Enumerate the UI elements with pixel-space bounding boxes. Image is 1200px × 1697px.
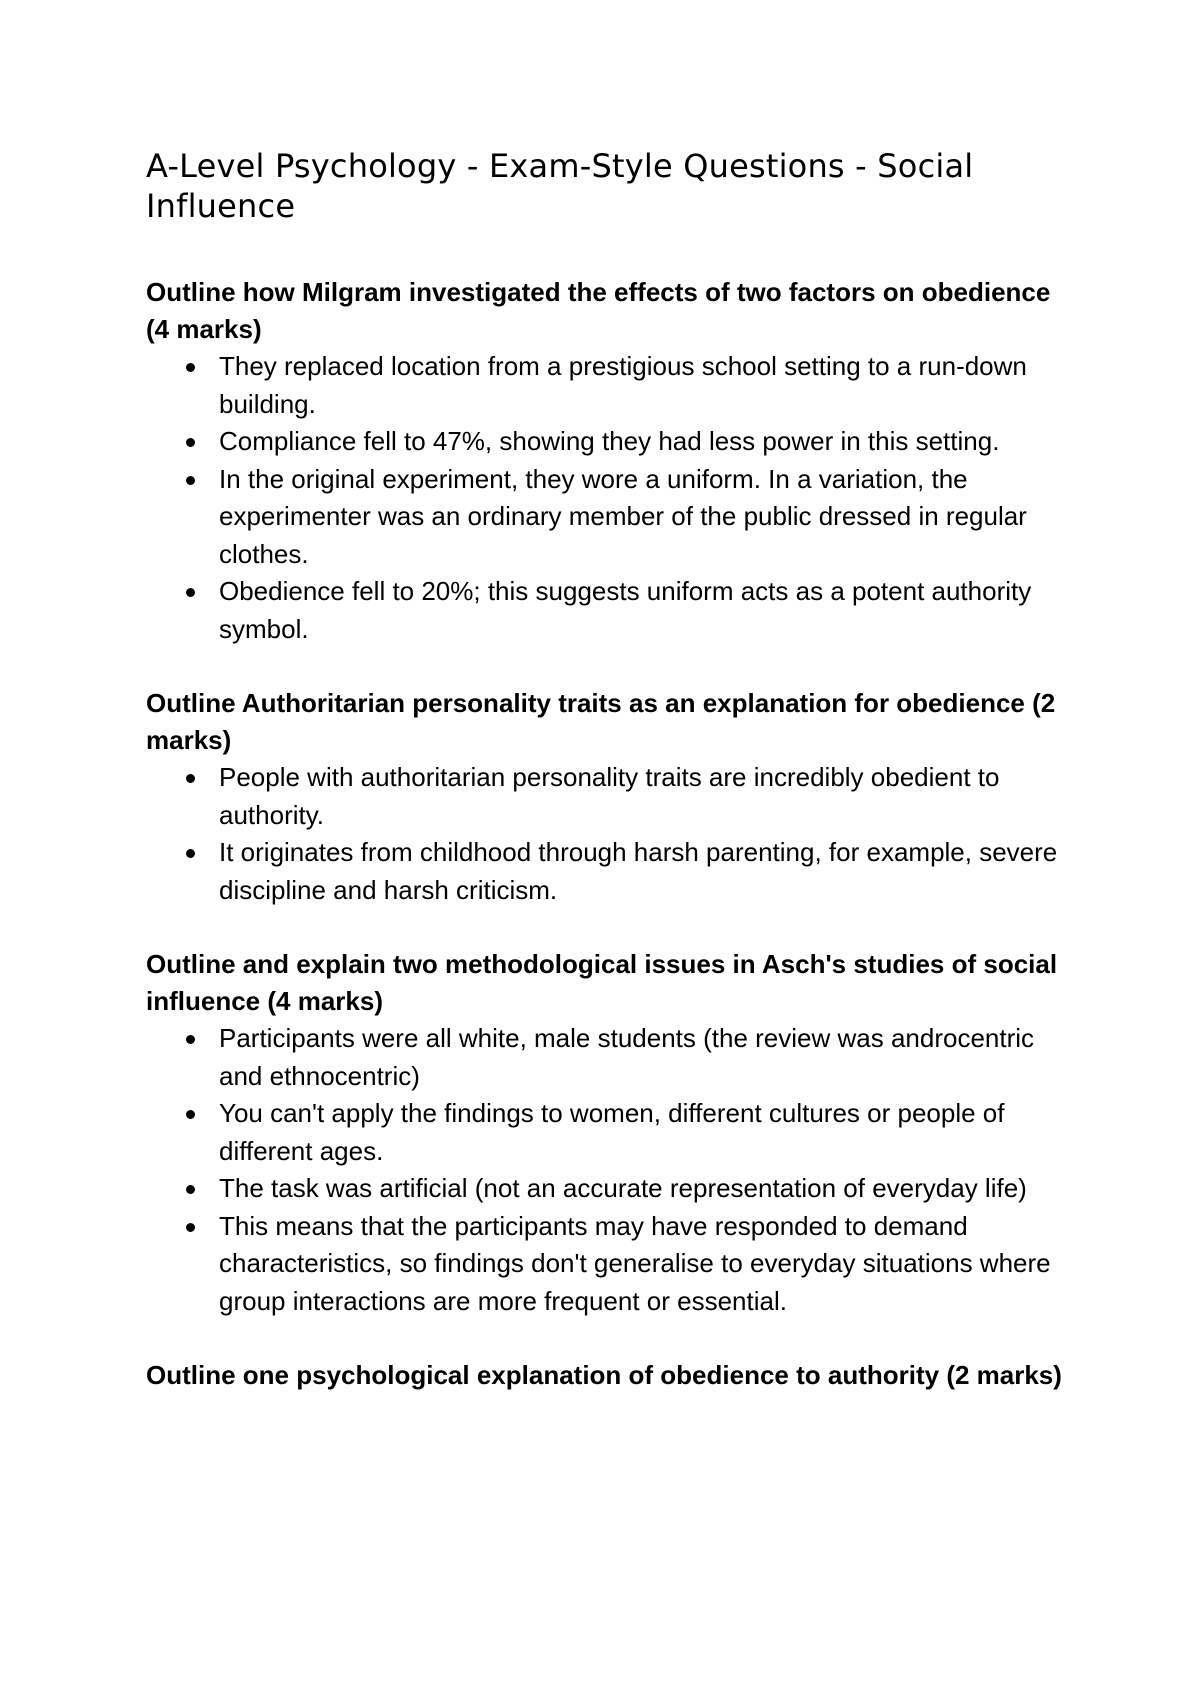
answer-text: People with authoritarian personality traits are incredibly obedient to authority.: [219, 762, 1000, 830]
document-title: A-Level Psychology - Exam-Style Questions - Social Influence: [146, 147, 974, 225]
question-heading: Outline and explain two methodological issues in Asch's studies of social influence (4 marks): [146, 949, 1058, 1016]
question-heading: Outline Authoritarian personality traits as an explanation for obedience (2 marks): [146, 688, 1056, 755]
bullet-icon: [186, 849, 195, 858]
question-heading: Outline how Milgram investigated the effects of two factors on obedience (4 marks): [146, 277, 1051, 344]
bullet-icon: [186, 1035, 195, 1044]
answer-item: [146, 573, 1066, 648]
answer-text: They replaced location from a prestigious school setting to a run-down building.: [219, 351, 1027, 419]
bullet-icon: [186, 1223, 195, 1232]
answer-item: [146, 834, 1066, 909]
answer-list: [146, 759, 1066, 909]
answer-list: [146, 348, 1066, 648]
answer-list: [146, 1020, 1066, 1320]
bullet-icon: [186, 774, 195, 783]
bullet-icon: [186, 1110, 195, 1119]
answer-text: Compliance fell to 47%, showing they had less power in this setting.: [219, 426, 1000, 456]
bullet-icon: [186, 438, 195, 447]
answer-item: [146, 1170, 1066, 1208]
answer-text: It originates from childhood through harsh parenting, for example, severe discipline and harsh criticism.: [219, 837, 1058, 905]
answer-text: This means that the participants may have responded to demand characteristics, so findings don't generalise to everyday situations where group interactions are more frequent or essential.: [219, 1210, 1051, 1316]
answer-item: [146, 461, 1066, 574]
bullet-icon: [186, 1185, 195, 1194]
bullet-icon: [186, 588, 195, 597]
document-page: [146, 146, 1066, 1431]
question-section-2: [146, 685, 1066, 909]
question-section-1: [146, 274, 1066, 648]
bullet-icon: [186, 363, 195, 372]
answer-item: [146, 423, 1066, 461]
answer-text: You can't apply the findings to women, different cultures or people of different ages.: [219, 1098, 1005, 1166]
question-heading: Outline one psychological explanation of obedience to authority (2 marks): [146, 1360, 1062, 1390]
answer-item: [146, 1208, 1066, 1321]
answer-item: [146, 348, 1066, 423]
answer-item: [146, 1095, 1066, 1170]
question-section-3: [146, 946, 1066, 1320]
answer-text: In the original experiment, they wore a uniform. In a variation, the experimenter was an ordinary member of the public dressed in regular clothes.: [219, 463, 1027, 569]
answer-text: The task was artificial (not an accurate representation of everyday life): [219, 1173, 1027, 1203]
answer-text: Participants were all white, male students (the review was androcentric and ethnocentric): [219, 1023, 1035, 1091]
bullet-icon: [186, 476, 195, 485]
answer-item: [146, 1020, 1066, 1095]
answer-text: Obedience fell to 20%; this suggests uniform acts as a potent authority symbol.: [219, 576, 1032, 644]
answer-item: [146, 759, 1066, 834]
question-section-4: [146, 1357, 1066, 1394]
